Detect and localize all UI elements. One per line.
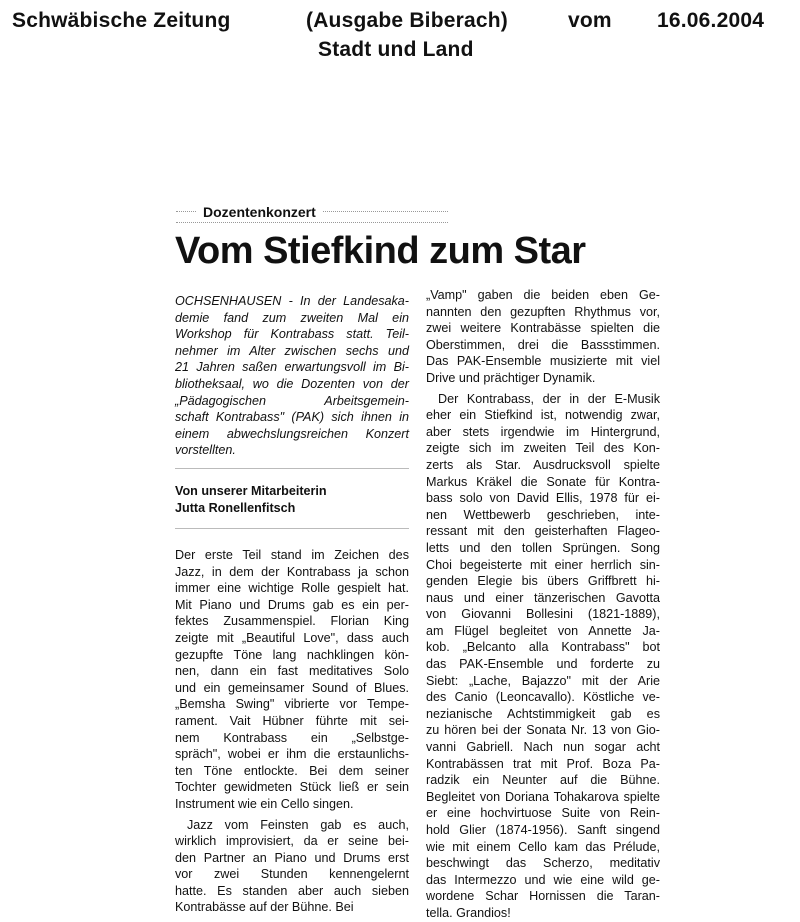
text-line: nezianische Achtstimmigkeit gab es (426, 706, 660, 721)
text-line: ten Töne entlockte. Bei dem seiner (175, 763, 409, 778)
text-line: Von unserer Mitarbeiterin (175, 484, 327, 498)
text-line: genden Elegie bis übers Griffbrett hi- (426, 574, 660, 589)
text-line: kob. „Belcanto alla Kontrabass" bot (426, 640, 660, 655)
text-line: hatte. Es standen aber auch sieben (175, 883, 409, 898)
article-body-left (175, 547, 409, 916)
text-line: immer eine wichtige Rolle gespielt hat. (175, 581, 409, 596)
text-line: Der Kontrabass, der in der E-Musik (438, 391, 660, 406)
text-line: den Partner an Piano und Drums erst (175, 850, 409, 865)
article-headline: Vom Stiefkind zum Star (175, 230, 586, 272)
text-line: Siebt: „Lache, Bajazzo" mit der Arie (426, 673, 660, 688)
text-line: und ein gemeinsamer Sound of Blues. (175, 680, 409, 695)
text-line: tella. Grandios! (426, 905, 511, 920)
text-line: eher ein Stiefkind ist, notwendig zwar, (426, 408, 660, 423)
text-line: des Canio (Leoncavallo). Köstliche ve- (426, 690, 660, 705)
text-line: aber stets irgendwie im Hintergrund, (426, 424, 660, 439)
text-line: 21 Jahren saßen erwartungsvoll im Bi- (175, 360, 409, 375)
text-line: zeigte sich im zweiten Teil des Kon- (426, 441, 660, 456)
text-line: Jazz vom Feinsten gab es auch, (187, 817, 409, 832)
text-line: nen, dann ein fast meditatives Solo (175, 664, 409, 679)
text-line: spräch", wobei er ihm die erstaunlichs- (175, 747, 409, 762)
text-line: Jutta Ronellenfitsch (175, 500, 296, 515)
section-name: Stadt und Land (318, 38, 474, 61)
text-line: gezupfte Töne lang nachklingen kön- (175, 647, 409, 662)
text-line: fektes Zusammenspiel. Florian King (175, 614, 409, 629)
text-line: am Flügel begleitet von Annette Ja- (426, 623, 660, 638)
text-line: von Giovanni Bollesini (1821-1889), (426, 607, 660, 622)
text-line: OCHSENHAUSEN - In der Landesaka- (175, 294, 409, 308)
text-line: zeigte mit „Beautiful Love", dass auch (175, 630, 409, 645)
text-line: hold Glier (1874-1956). Sanft singend (426, 823, 660, 837)
text-line: Mit Piano und Drums gab es ein per- (175, 597, 409, 612)
article-lead (175, 293, 409, 459)
article-byline (175, 483, 409, 516)
byline-divider (175, 528, 409, 529)
text-line: Kontrabässe auf der Bühne. Bei (175, 900, 354, 915)
text-line: Choi begeisterte mit einer herrlich sin- (426, 557, 660, 572)
text-line: schaft Kontrabass" (PAK) sich ihnen in (175, 410, 409, 425)
text-line: das Intermezzo und wie eine wild ge- (426, 872, 660, 887)
text-line: Jazz, in dem der Kontrabass ja schon (175, 564, 409, 579)
text-line: vorstellten. (175, 443, 236, 458)
text-line: ressant mit den geisterhaften Flageo- (426, 524, 660, 539)
text-line: nehmer im Alter zwischen sechs und (175, 343, 409, 358)
text-line: zu hören bei der Sonata Nr. 13 von Gio- (426, 723, 660, 738)
text-line: demie fand zum zweiten Mal ein (175, 310, 409, 325)
text-line: „Vamp" gaben die beiden eben Ge- (426, 288, 660, 302)
text-line: wirklich improvisiert, da er seine bei- (175, 834, 409, 849)
text-line: Der erste Teil stand im Zeichen des (175, 548, 409, 562)
text-line: Das PAK-Ensemble musizierte mit viel (426, 354, 660, 369)
edition-name: (Ausgabe Biberach) (306, 9, 508, 32)
text-line: nen Wettbewerb geschrieben, inte- (426, 507, 660, 522)
newspaper-name: Schwäbische Zeitung (12, 9, 231, 32)
text-line: einem abwechslungsreichen Konzert (175, 426, 409, 441)
text-line: wie mit einem Cello kam das Prélude, (426, 839, 660, 854)
text-line: er eine hochvirtuose Suite von Rein- (426, 806, 660, 821)
text-line: das PAK-Ensemble und forderte zu (426, 657, 660, 672)
text-line: vanni Gabriell. Nach nun sogar acht (426, 740, 660, 755)
text-line: Tochter gewidmeten Stück ließ er sein (175, 780, 409, 795)
text-line: radzik ein Neunter auf die Bühne. (426, 773, 660, 788)
text-line: Oberstimmen, drei die Bassstimmen. (426, 337, 660, 352)
text-line: Instrument wie ein Cello singen. (175, 796, 354, 811)
text-line: Markus Kräkel die Sonate für Kontra- (426, 474, 660, 489)
date-prefix: vom (568, 9, 612, 32)
text-line: naus und einer tänzerischen Gavotta (426, 590, 660, 605)
text-line: zerts als Star. Ausdrucksvoll spielte (426, 457, 660, 472)
article-body-right (426, 287, 660, 922)
text-line: „Bemsha Swing" vibrierte vor Tempe- (175, 697, 409, 712)
text-line: nannten den gezupften Rhythmus vor, (426, 304, 660, 319)
text-line: beschwingt das Scherzo, meditativ (426, 856, 660, 871)
publication-date: 16.06.2004 (657, 9, 765, 32)
text-line: bass solo von David Ellis, 1978 für ei- (426, 491, 660, 506)
text-line: Begleitet von Doriana Tohakarova spielte (426, 789, 660, 804)
text-line: nem Kontrabass ein „Selbstge- (175, 730, 409, 745)
text-line: letts und den tollen Sprüngen. Song (426, 540, 660, 555)
text-line: vor zwei Stunden kennengelernt (175, 867, 409, 882)
text-line: bliotheksaal, wo die Dozenten von der (175, 376, 409, 391)
text-line: zwei weitere Kontrabässe spielten die (426, 321, 660, 336)
lead-divider (175, 468, 409, 469)
article-kicker: Dozentenkonzert (197, 204, 322, 220)
text-line: Workshop für Kontrabass statt. Teil- (175, 327, 409, 342)
text-line: rament. Vait Hübner führte mit sei- (175, 713, 409, 728)
text-line: wordene Schar Hornissen die Taran- (426, 889, 660, 904)
text-line: Kontrabässen trat mit Prof. Boza Pa- (426, 756, 660, 771)
text-line: „Pädagogischen Arbeitsgemein- (175, 393, 409, 408)
text-line: Drive und prächtiger Dynamik. (426, 370, 596, 385)
